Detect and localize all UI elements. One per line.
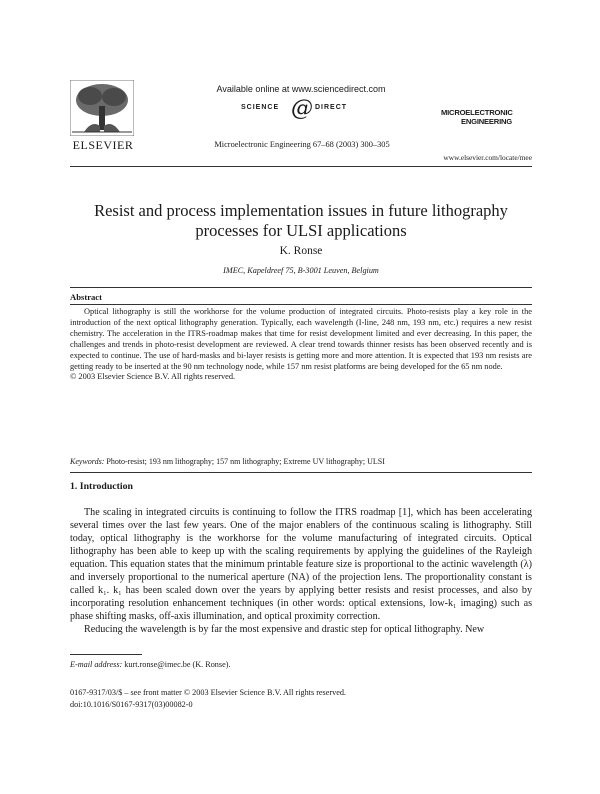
sciencedirect-logo: [235, 98, 365, 122]
sd-left-text: SCIENCE: [241, 104, 280, 111]
abstract-copyright: © 2003 Elsevier Science B.V. All rights reserved.: [70, 372, 236, 382]
intro-paragraph-1: The scaling in integrated circuits is continuing to follow the ITRS roadmap [1], which has been accelerating several times over the last few years. One of the major enablers of the continuous scaling is lithography. Still today, optical lithography is the workhorse for the volume manufacturing of integrated circuits. Optical lithography has been able to keep up with the scaling requirements by applying the guidelines of the Rayleigh equation. This equation states that the minimum printable feature size is proportional to the actinic wavelength (λ) and inversely proportional to the numerical aperture (NA) of the projection lens. The proportionality constant is called k₁. k₁ has been scaled down over the years by applying better resists and resist processes, and also by incorporating resolution enhancement techniques (in other words: optical extensions, low-k₁ imaging) such as phase shifting masks, off-axis illumination, and optical proximity correction.: [70, 507, 532, 622]
article-author: K. Ronse: [279, 245, 323, 257]
sd-right-text: DIRECT: [315, 104, 348, 111]
publisher-name: ELSEVIER: [72, 138, 134, 152]
publication-info: [70, 687, 346, 711]
section-body: [70, 506, 532, 636]
author-affiliation: IMEC, Kapeldreef 75, B-3001 Leuven, Belgium: [223, 266, 379, 275]
email-value[interactable]: kurt.ronse@imec.be (K. Ronse).: [124, 660, 231, 669]
keywords: [70, 457, 532, 466]
abstract-top-rule: [70, 287, 532, 288]
at-sign-icon: @: [291, 96, 313, 121]
elsevier-tree-logo: [70, 80, 134, 136]
header-rule: [70, 166, 532, 167]
issn-line: 0167-9317/03/$ – see front matter © 2003 Elsevier Science B.V. All rights reserved.: [70, 688, 346, 697]
section-heading: 1. Introduction: [70, 481, 133, 492]
journal-url[interactable]: www.elsevier.com/locate/mee: [443, 153, 532, 162]
journal-logo-line1: MICROELECTRONIC: [441, 108, 513, 117]
author-email: [70, 660, 231, 669]
keywords-rule: [70, 472, 532, 473]
journal-reference: Microelectronic Engineering 67–68 (2003) 300–305: [214, 140, 390, 149]
keywords-label: Keywords:: [70, 457, 105, 466]
abstract-body: [70, 307, 532, 383]
journal-logo: [441, 108, 531, 126]
keywords-text: Photo-resist; 193 nm lithography; 157 nm lithography; Extreme UV lithography; ULSI: [106, 457, 385, 466]
abstract-text: Optical lithography is still the workhorse for the volume production of integrated circuits. Photo-resists play a key role in the introduction of the next optical lithography generation. Typically, each wavelength (I-line, 248 nm, 193 nm, etc.) requires a new resist chemistry. The acceleration in the ITRS-roadmap makes that time for resist development limited and ever decreasing. In this paper, the challenges and trends in photo-resist development are reviewed. A clear trend towards thinner resists has been observed recently and is expected to continue. The use of hard-masks and bi-layer resists is getting more and more attention. It is expected that 193 nm resists are getting ready to be inserted at the 90 nm technology node, while 157 nm resist platforms are being developed for the 65 nm node.: [70, 307, 532, 371]
footnote-rule: [70, 654, 142, 655]
available-online-text[interactable]: Available online at www.sciencedirect.com: [216, 84, 386, 94]
abstract-heading: Abstract: [70, 292, 102, 302]
email-label: E-mail address:: [70, 660, 123, 669]
intro-paragraph-2: Reducing the wavelength is by far the most expensive and drastic step for optical lithography. New: [84, 624, 485, 635]
article-title: Resist and process implementation issues in future lithography processes for ULSI applications: [94, 201, 508, 240]
journal-logo-line2: ENGINEERING: [461, 117, 512, 126]
abstract-heading-rule: [70, 304, 532, 305]
doi-line[interactable]: doi:10.1016/S0167-9317(03)00082-0: [70, 700, 193, 709]
